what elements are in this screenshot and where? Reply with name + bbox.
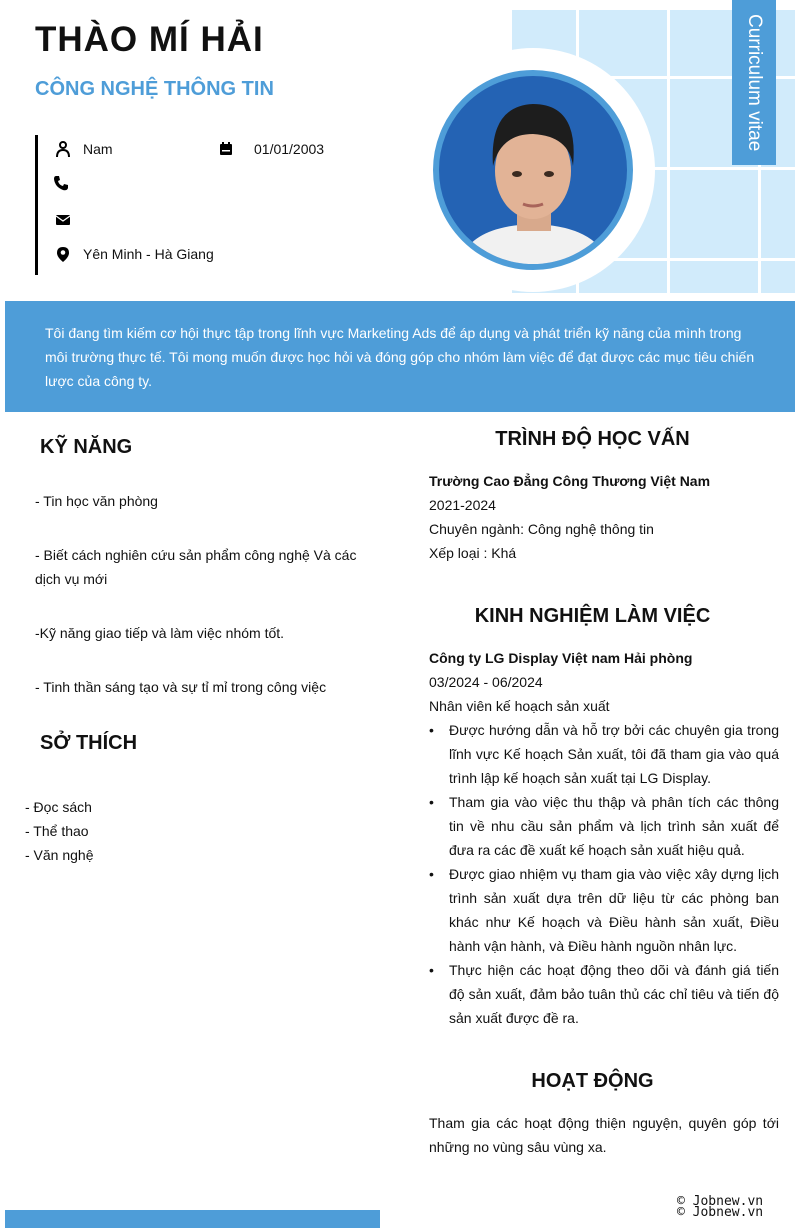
watermark-text: © Jobnew.vn (677, 1194, 764, 1209)
hobby-item: - Thể thao (25, 823, 89, 839)
footer-bar (5, 1210, 380, 1228)
experience-period: 03/2024 - 06/2024 (429, 674, 543, 690)
skill-item: - Tinh thần sáng tạo và sự tỉ mỉ trong công việc (35, 679, 327, 695)
experience-bullet: • Được giao nhiệm vụ tham gia vào việc xây dựng lịch trình sản xuất dựa trên dữ liệu từ các phòng ban khác như Kế hoạch và Điều hành sản xuất, Điều hành vận hành, và Điều hành nguồn nhân lực. (429, 862, 779, 958)
person-icon (55, 141, 71, 157)
experience-heading: KINH NGHIỆM LÀM VIỆC (474, 605, 711, 627)
phone-icon (53, 175, 69, 191)
gender-row (55, 141, 113, 157)
cv-label-tag (732, 0, 776, 165)
education-rank: Xếp loại : Khá (429, 545, 517, 561)
job-title: CÔNG NGHỆ THÔNG TIN (35, 78, 274, 100)
address: Yên Minh - Hà Giang (83, 246, 214, 262)
experience-bullet: • Được hướng dẫn và hỗ trợ bởi các chuyên gia trong lĩnh vực Kế hoạch Sản xuất, tôi đã tham gia vào quá trình lập kế hoạch sản xuất tại LG Display. (429, 718, 779, 790)
birthday-row (218, 141, 324, 157)
birthday: 01/01/2003 (254, 141, 325, 157)
address-row (55, 246, 214, 262)
candidate-name: THÀO MÍ HẢI (35, 20, 264, 59)
skills-list (35, 489, 365, 699)
skill-item: -Kỹ năng giao tiếp và làm việc nhóm tốt. (35, 625, 285, 641)
profile-photo (433, 70, 633, 270)
hobbies-heading: SỞ THÍCH (40, 732, 138, 754)
watermark (677, 1196, 763, 1218)
education-section (429, 469, 779, 565)
phone-row (53, 175, 81, 191)
experience-position: Nhân viên kế hoạch sản xuất (429, 698, 610, 714)
skill-item: - Biết cách nghiên cứu sản phẩm công nghệ Và các dịch vụ mới (35, 547, 357, 587)
career-objective (5, 301, 795, 412)
company-name: Công ty LG Display Việt nam Hải phòng (429, 650, 693, 666)
school-name: Trường Cao Đẳng Công Thương Việt Nam (429, 473, 711, 489)
hobby-item: - Đọc sách (25, 799, 92, 815)
experience-bullet: • Thực hiện các hoạt động theo dõi và đánh giá tiến độ sản xuất, đảm bảo tuân thủ các chỉ tiêu và tiến độ sản xuất được đề ra. (429, 958, 779, 1030)
experience-bullet: • Tham gia vào việc thu thập và phân tích các thông tin về nhu cầu sản phẩm và lịch trình sản xuất để đưa ra các đề xuất kế hoạch sản xuất hiệu quả. (429, 790, 779, 862)
skills-heading: KỸ NĂNG (40, 436, 133, 458)
gender: Nam (83, 141, 113, 157)
cv-label: Curriculum vitae (744, 14, 765, 152)
contact-divider (35, 135, 38, 275)
email-icon (55, 212, 71, 228)
education-period: 2021-2024 (429, 497, 496, 513)
hobby-item: - Văn nghệ (25, 847, 94, 863)
hobbies-list (25, 795, 94, 867)
location-pin-icon (55, 246, 71, 262)
email-row (55, 212, 83, 228)
education-major: Chuyên ngành: Công nghệ thông tin (429, 521, 654, 537)
experience-section (429, 646, 779, 1030)
activities-heading: HOẠT ĐỘNG (531, 1070, 654, 1092)
activities-text: Tham gia các hoạt động thiện nguyện, quyên góp tới những no vùng sâu vùng xa. (429, 1115, 779, 1155)
skill-item: - Tin học văn phòng (35, 493, 158, 509)
objective-text: Tôi đang tìm kiếm cơ hội thực tập trong lĩnh vực Marketing Ads để áp dụng và phát triển kỹ năng của mình trong môi trường thực tế. Tôi mong muốn được học hỏi và đóng góp cho nhóm làm việc để đạt được các mục tiêu chiến lược của công ty. (45, 325, 755, 389)
watermark-text: © Jobnew.vn (677, 1205, 764, 1220)
education-heading: TRÌNH ĐỘ HỌC VẤN (495, 428, 690, 450)
calendar-icon (218, 141, 234, 157)
